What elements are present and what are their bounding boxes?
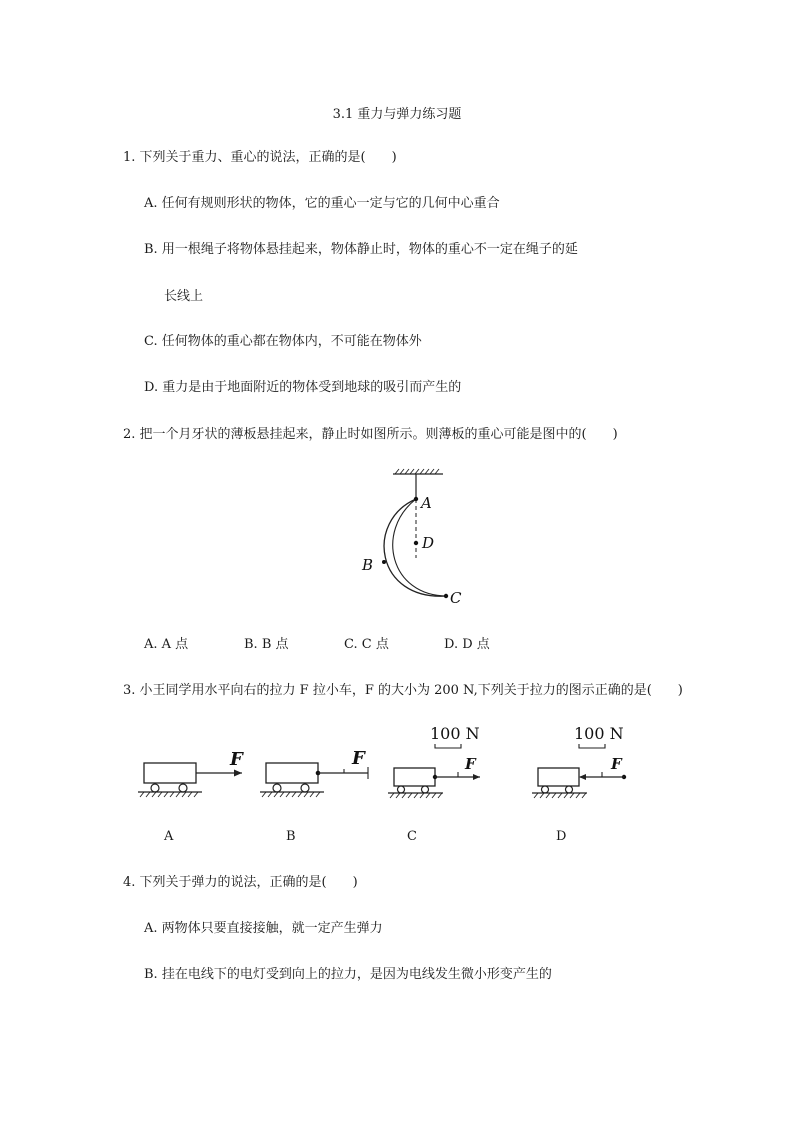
q2-option-b: B. B 点: [244, 637, 289, 652]
q4-stem: 4. 下列关于弹力的说法，正确的是( ): [123, 875, 358, 890]
q3-caption-c: C: [407, 829, 417, 844]
crescent-inner: [393, 499, 447, 596]
cart-figure-c: [388, 720, 498, 802]
cart-body: [394, 768, 435, 786]
q1-option-b: B. 用一根绳子将物体悬挂起来，物体静止时，物体的重心不一定在绳子的延: [144, 242, 578, 257]
cart-wheel: [151, 784, 159, 792]
cart-figure-b: [260, 740, 375, 802]
force-label: F: [352, 748, 365, 769]
scale-bracket: [579, 744, 605, 748]
q4-option-a: A. 两物体只要直接接触，就一定产生弹力: [144, 921, 383, 936]
q1-option-d: D. 重力是由于地面附近的物体受到地球的吸引而产生的: [144, 380, 462, 395]
q2-option-a: A. A 点: [144, 637, 189, 652]
point-b-label: B: [362, 556, 374, 574]
cart-body: [144, 763, 196, 783]
point-d-dot: [414, 541, 418, 545]
scale-bracket: [435, 744, 461, 748]
force-label: F: [230, 749, 243, 770]
q2-stem: 2. 把一个月牙状的薄板悬挂起来，静止时如图所示。则薄板的重心可能是图中的( ): [123, 427, 618, 442]
q3-caption-b: B: [286, 829, 296, 844]
crescent-figure: [355, 466, 475, 611]
q3-caption-a: A: [164, 829, 174, 844]
q2-option-d: D. D 点: [444, 637, 490, 652]
force-label: F: [611, 755, 622, 773]
q3-caption-d: D: [556, 829, 567, 844]
cart-wheel: [398, 786, 405, 793]
cart-body: [266, 763, 318, 783]
ground-hatch: [140, 792, 198, 797]
q4-option-b: B. 挂在电线下的电灯受到向上的拉力，是因为电线发生微小形变产生的: [144, 967, 552, 982]
arrow-head: [234, 770, 242, 777]
point-a-label: A: [421, 494, 432, 512]
q1-option-c: C. 任何物体的重心都在物体内，不可能在物体外: [144, 334, 422, 349]
arrow-head: [473, 774, 480, 780]
cart-wheel: [566, 786, 573, 793]
arrow-head: [579, 774, 586, 780]
cart-wheel: [422, 786, 429, 793]
q1-stem: 1. 下列关于重力、重心的说法，正确的是( ): [123, 150, 397, 165]
cart-figure-d: [532, 720, 642, 802]
cart-wheel: [179, 784, 187, 792]
point-b-dot: [382, 560, 386, 564]
ground-hatch: [534, 793, 586, 798]
q2-option-c: C. C 点: [344, 637, 389, 652]
q1-option-a: A. 任何有规则形状的物体，它的重心一定与它的几何中心重合: [144, 196, 500, 211]
cart-wheel: [542, 786, 549, 793]
point-a-dot: [414, 497, 418, 501]
q1-option-b-continued: 长线上: [164, 289, 204, 304]
cart-body: [538, 768, 579, 786]
point-c-label: C: [450, 589, 462, 607]
ground-hatch: [390, 793, 442, 798]
point-c-dot: [444, 594, 448, 598]
ground-hatch: [262, 792, 320, 797]
cart-wheel: [273, 784, 281, 792]
scale-label: 100 N: [430, 724, 480, 743]
ceiling-hatch: [395, 469, 439, 474]
cart-wheel: [301, 784, 309, 792]
scale-label: 100 N: [574, 724, 624, 743]
force-label: F: [465, 755, 476, 773]
q3-stem: 3. 小王同学用水平向右的拉力 F 拉小车，F 的大小为 200 N,下列关于拉力的图示正确的是( ): [123, 683, 683, 698]
point-d-label: D: [422, 534, 435, 552]
page-title: 3.1 重力与弹力练习题: [332, 107, 462, 122]
cart-figure-a: [138, 740, 253, 802]
